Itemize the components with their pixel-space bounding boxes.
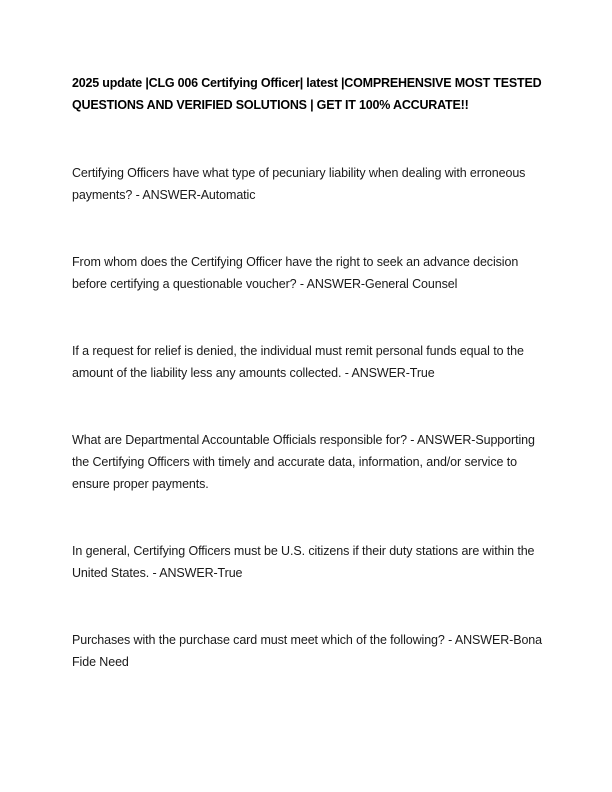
qa-item: Purchases with the purchase card must meet which of the following? - ANSWER-Bona Fide Need <box>72 633 542 669</box>
document-title: 2025 update |CLG 006 Certifying Officer| latest |COMPREHENSIVE MOST TESTED QUESTIONS AND VERIFIED SOLUTIONS | GET IT 100% ACCURATE!! <box>72 76 542 112</box>
qa-item: In general, Certifying Officers must be U.S. citizens if their duty stations are within the United States. - ANSWER-True <box>72 544 535 580</box>
qa-item: What are Departmental Accountable Officials responsible for? - ANSWER-Supporting the Certifying Officers with timely and accurate data, information, and/or service to ensure proper payments. <box>72 433 535 491</box>
qa-item: Certifying Officers have what type of pecuniary liability when dealing with erroneous payments? - ANSWER-Automatic <box>72 166 526 202</box>
qa-item: If a request for relief is denied, the individual must remit personal funds equal to the amount of the liability less any amounts collected. - ANSWER-True <box>72 344 524 380</box>
qa-item: From whom does the Certifying Officer have the right to seek an advance decision before certifying a questionable voucher? - ANSWER-General Counsel <box>72 255 519 291</box>
document-page <box>72 72 542 718</box>
